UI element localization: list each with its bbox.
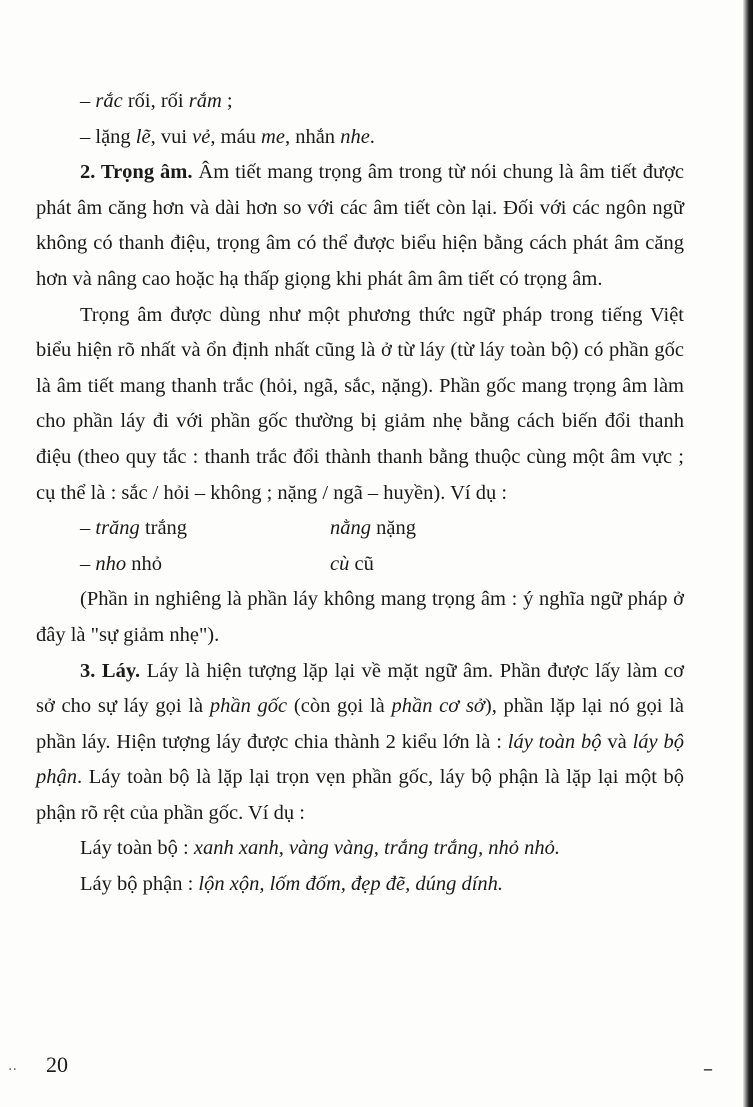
example-pair-row: – trăng trắng nằng nặng [80, 517, 416, 540]
note-paragraph: (Phần in nghiêng là phần láy không mang trọng âm : ý nghĩa ngữ pháp ở đây là "sự giảm nhẹ"). [36, 588, 684, 646]
example-partial-reduplication: Láy bộ phận : lộn xộn, lốm đốm, đẹp đẽ, dúng dính. [80, 873, 504, 896]
corner-mark: – [703, 1056, 713, 1080]
example-full-reduplication: Láy toàn bộ : xanh xanh, vàng vàng, trắng trắng, nhỏ nhỏ. [80, 837, 560, 860]
section-3-heading: 3. Láy. [80, 659, 141, 682]
page-number: 20 [46, 1052, 68, 1077]
page-body [36, 84, 684, 903]
section-2-heading: 2. Trọng âm. [80, 161, 193, 184]
section-3-paragraph: 3. Láy. Láy là hiện tượng lặp lại về mặt ngữ âm. Phần được lấy làm cơ sở cho sự láy gọi là phần gốc (còn gọi là phần cơ sở), phần lặp lại nó gọi là phần láy. Hiện tượng láy được chia thành 2 kiểu lớn là : láy toàn bộ và láy bộ phận. Láy toàn bộ là lặp lại trọn vẹn phần gốc, láy bộ phận là lặp lại một bộ phận rõ rệt của phần gốc. Ví dụ : [36, 659, 685, 824]
page-edge-shadow [743, 0, 753, 1107]
margin-mark: .. [8, 1058, 17, 1074]
example-pair-row: – nho nhỏ cù cũ [80, 552, 374, 575]
section-2-paragraph-2: Trọng âm được dùng như một phương thức ngữ pháp trong tiếng Việt biểu hiện rõ nhất và ổn định nhất cũng là ở từ láy (từ láy toàn bộ) có phần gốc là âm tiết mang thanh trắc (hỏi, ngã, sắc, nặng). Phần gốc mang trọng âm làm cho phần láy đi với phần gốc thường bị giảm nhẹ bằng cách biến đổi thanh điệu (theo quy tắc : thanh trắc đổi thành thanh bằng thuộc cùng một âm vực ; cụ thể là : sắc / hỏi – không ; nặng / ngã – huyền). Ví dụ : [36, 303, 684, 504]
example-line-1: – rắc rối, rối rắm ; [80, 90, 233, 112]
example-line-2: – lặng lẽ, vui vẻ, máu me, nhắn nhe. [80, 125, 375, 148]
section-2-paragraph-1: 2. Trọng âm. Âm tiết mang trọng âm trong từ nói chung là âm tiết được phát âm căng hơn và dài hơn so với các âm tiết còn lại. Đối với các ngôn ngữ không có thanh điệu, trọng âm có thể được biểu hiện bằng cách phát âm căng hơn và nâng cao hoặc hạ thấp giọng khi phát âm âm tiết có trọng âm. [36, 161, 685, 290]
